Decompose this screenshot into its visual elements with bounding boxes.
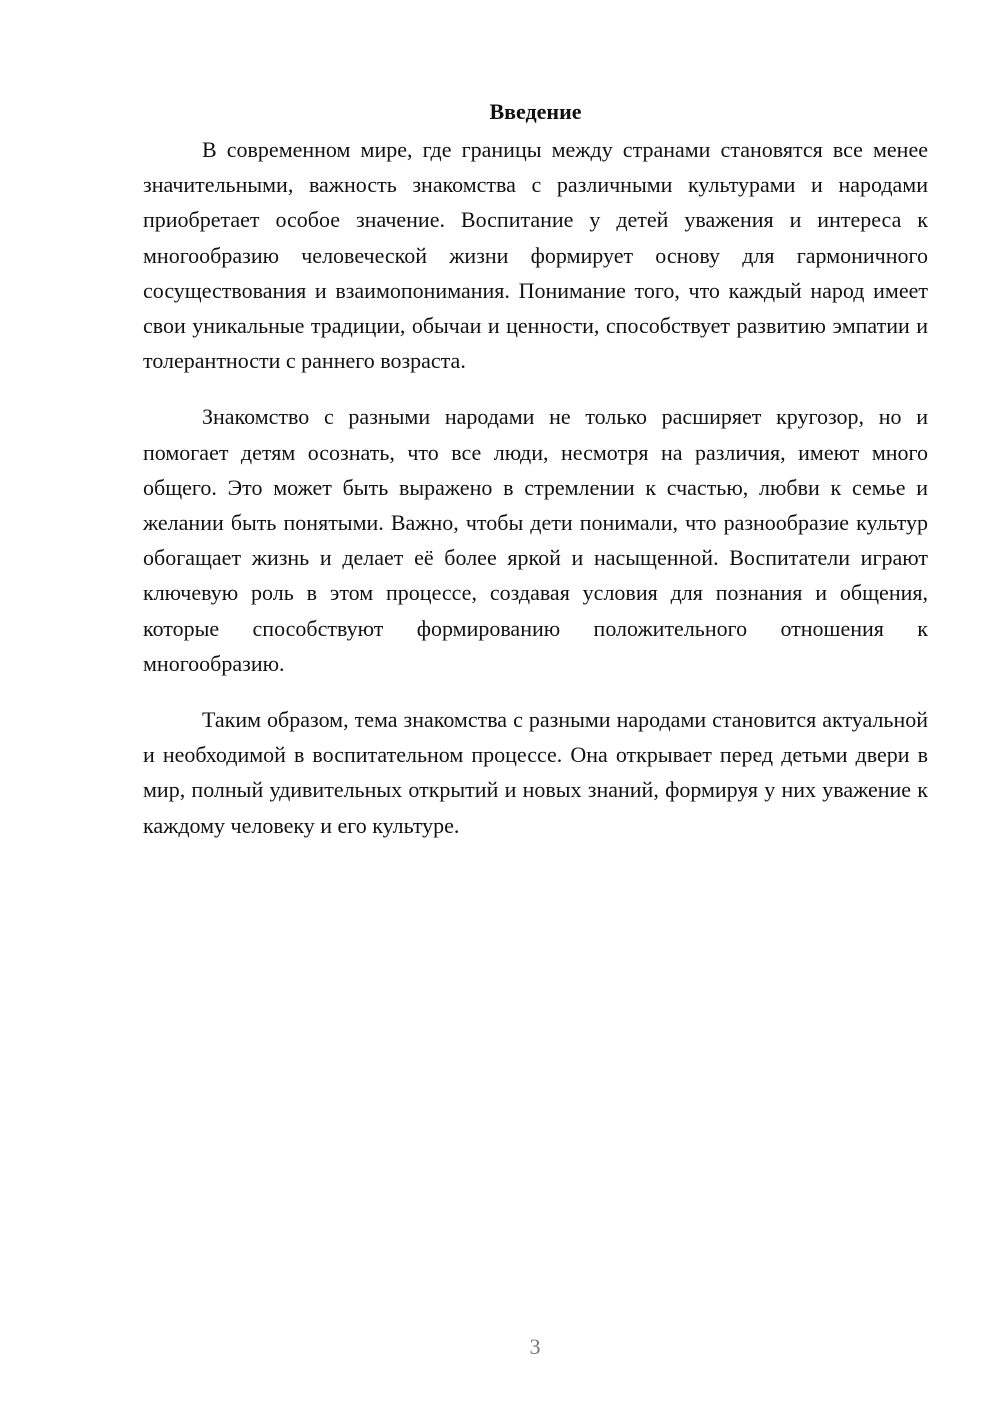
- page-number: 3: [529, 1334, 541, 1359]
- paragraph-3: Таким образом, тема знакомства с разными народами становится актуальной и необходимой в воспитательном процессе. Она открывает перед детьми двери в мир, полный удивительных открытий и новых знаний, формируя у них уважение к каждому человеку и его культуре.: [143, 707, 928, 838]
- section-title: Введение: [489, 99, 582, 124]
- paragraph-2: Знакомство с разными народами не только расширяет кругозор, но и помогает детям осознать, что все люди, несмотря на различия, имеют много общего. Это может быть выражено в стремлении к счастью, любви к семье и желании быть понятыми. Важно, чтобы дети понимали, что разнообразие культур обогащает жизнь и делает её более яркой и насыщенной. Воспитатели играют ключевую роль в этом процессе, создавая условия для познания и общения, которые способствуют формированию положительного отношения к многообразию.: [143, 404, 928, 676]
- page-content: [143, 98, 928, 864]
- paragraph-1: В современном мире, где границы между странами становятся все менее значительными, важность знакомства с различными культурами и народами приобретает особое значение. Воспитание у детей уважения и интереса к многообразию человеческой жизни формирует основу для гармоничного сосуществования и взаимопонимания. Понимание того, что каждый народ имеет свои уникальные традиции, обычаи и ценности, способствует развитию эмпатии и толерантности с раннего возраста.: [143, 137, 928, 374]
